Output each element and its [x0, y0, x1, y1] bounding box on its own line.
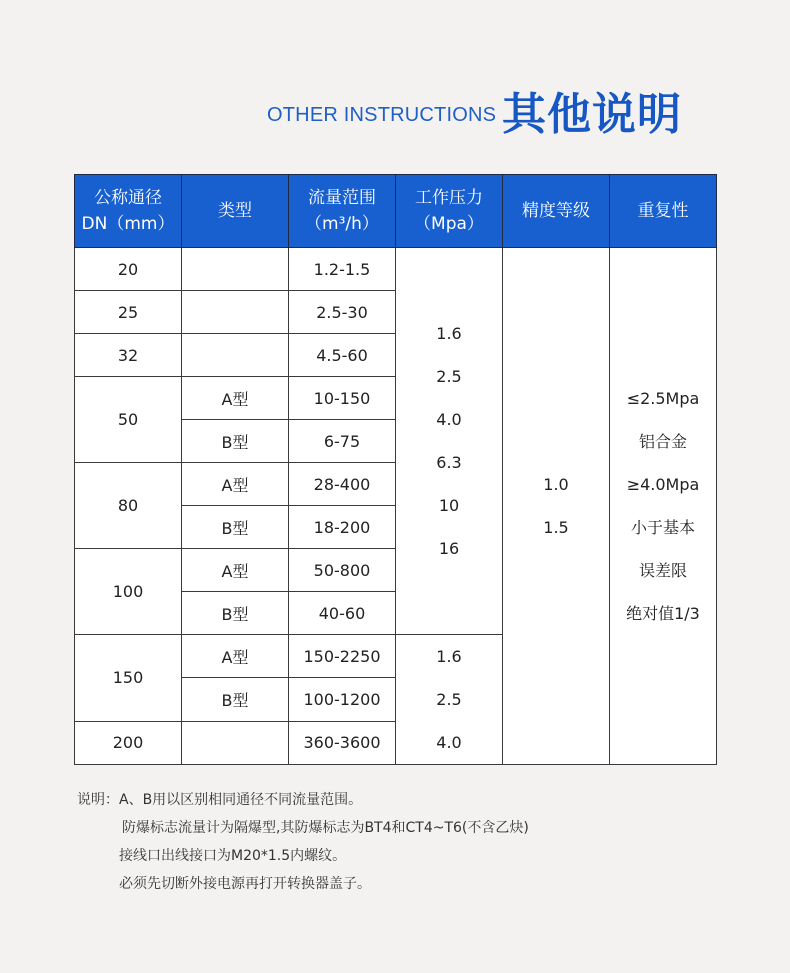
cell-flow: 6-75 — [289, 420, 396, 463]
cell-type: A型 — [182, 635, 289, 678]
notes-section — [77, 786, 777, 898]
table-row — [75, 248, 717, 291]
cell-type: A型 — [182, 549, 289, 592]
cell-type: B型 — [182, 506, 289, 549]
pressure-value: 4.0 — [436, 733, 462, 752]
cell-flow: 28-400 — [289, 463, 396, 506]
repeatability-line: 小于基本 — [630, 518, 695, 537]
title-chinese: 其他说明 — [502, 89, 682, 140]
header-type: 类型 — [182, 175, 289, 248]
accuracy-value: 1.5 — [543, 518, 569, 537]
pressure-value: 16 — [438, 539, 460, 558]
cell-accuracy — [503, 248, 610, 765]
pressure-value: 10 — [438, 496, 460, 515]
pressure-value: 1.6 — [436, 324, 462, 343]
header-dn — [75, 175, 182, 248]
cell-type — [182, 334, 289, 377]
pressure-value: 6.3 — [436, 453, 462, 472]
cell-dn: 32 — [75, 334, 182, 377]
cell-type: A型 — [182, 377, 289, 420]
accuracy-value: 1.0 — [543, 475, 569, 494]
header-dn-line2: DN（mm） — [81, 214, 175, 234]
cell-flow: 150-2250 — [289, 635, 396, 678]
cell-flow: 50-800 — [289, 549, 396, 592]
note-line: 接线口出线接口为M20*1.5内螺纹。 — [119, 848, 347, 864]
cell-repeatability — [610, 248, 717, 765]
header-flow-line1: 流量范围 — [308, 188, 376, 208]
header-flow-line2: （m³/h） — [305, 214, 379, 234]
cell-pressure-group2 — [396, 635, 503, 765]
cell-dn: 25 — [75, 291, 182, 334]
table-header-row — [75, 175, 717, 248]
pressure-value: 2.5 — [436, 690, 462, 709]
cell-flow: 10-150 — [289, 377, 396, 420]
note-line: 必须先切断外接电源再打开转换器盖子。 — [119, 876, 371, 892]
cell-flow: 2.5-30 — [289, 291, 396, 334]
cell-flow: 1.2-1.5 — [289, 248, 396, 291]
header-flow — [289, 175, 396, 248]
repeatability-line: ≤2.5Mpa — [626, 389, 700, 408]
cell-flow: 360-3600 — [289, 721, 396, 764]
cell-flow: 100-1200 — [289, 678, 396, 721]
cell-pressure-group1 — [396, 248, 503, 635]
pressure-value: 1.6 — [436, 647, 462, 666]
header-pressure-line2: （Mpa） — [414, 214, 484, 234]
cell-flow: 40-60 — [289, 592, 396, 635]
cell-flow: 18-200 — [289, 506, 396, 549]
cell-dn: 20 — [75, 248, 182, 291]
repeatability-line: 铝合金 — [638, 432, 687, 451]
cell-type — [182, 291, 289, 334]
cell-flow: 4.5-60 — [289, 334, 396, 377]
note-line: 防爆标志流量计为隔爆型,其防爆标志为BT4和CT4~T6(不含乙炔) — [122, 820, 529, 836]
cell-dn: 100 — [75, 549, 182, 635]
cell-type: B型 — [182, 420, 289, 463]
cell-type — [182, 721, 289, 764]
pressure-value: 4.0 — [436, 410, 462, 429]
header-pressure — [396, 175, 503, 248]
header-repeatability: 重复性 — [610, 175, 717, 248]
header-accuracy: 精度等级 — [503, 175, 610, 248]
title-english: OTHER INSTRUCTIONS — [267, 104, 497, 126]
cell-dn: 50 — [75, 377, 182, 463]
section-title — [0, 86, 790, 146]
cell-type — [182, 248, 289, 291]
pressure-value: 2.5 — [436, 367, 462, 386]
cell-dn: 80 — [75, 463, 182, 549]
header-dn-line1: 公称通径 — [94, 188, 162, 208]
cell-dn: 150 — [75, 635, 182, 722]
cell-type: A型 — [182, 463, 289, 506]
repeatability-line: ≥4.0Mpa — [626, 475, 700, 494]
cell-type: B型 — [182, 678, 289, 721]
note-line: 说明：A、B用以区别相同通径不同流量范围。 — [77, 792, 363, 808]
spec-table — [74, 174, 717, 765]
cell-dn: 200 — [75, 721, 182, 764]
cell-type: B型 — [182, 592, 289, 635]
repeatability-line: 误差限 — [638, 561, 687, 580]
repeatability-line: 绝对值1/3 — [626, 604, 700, 623]
header-pressure-line1: 工作压力 — [415, 188, 483, 208]
